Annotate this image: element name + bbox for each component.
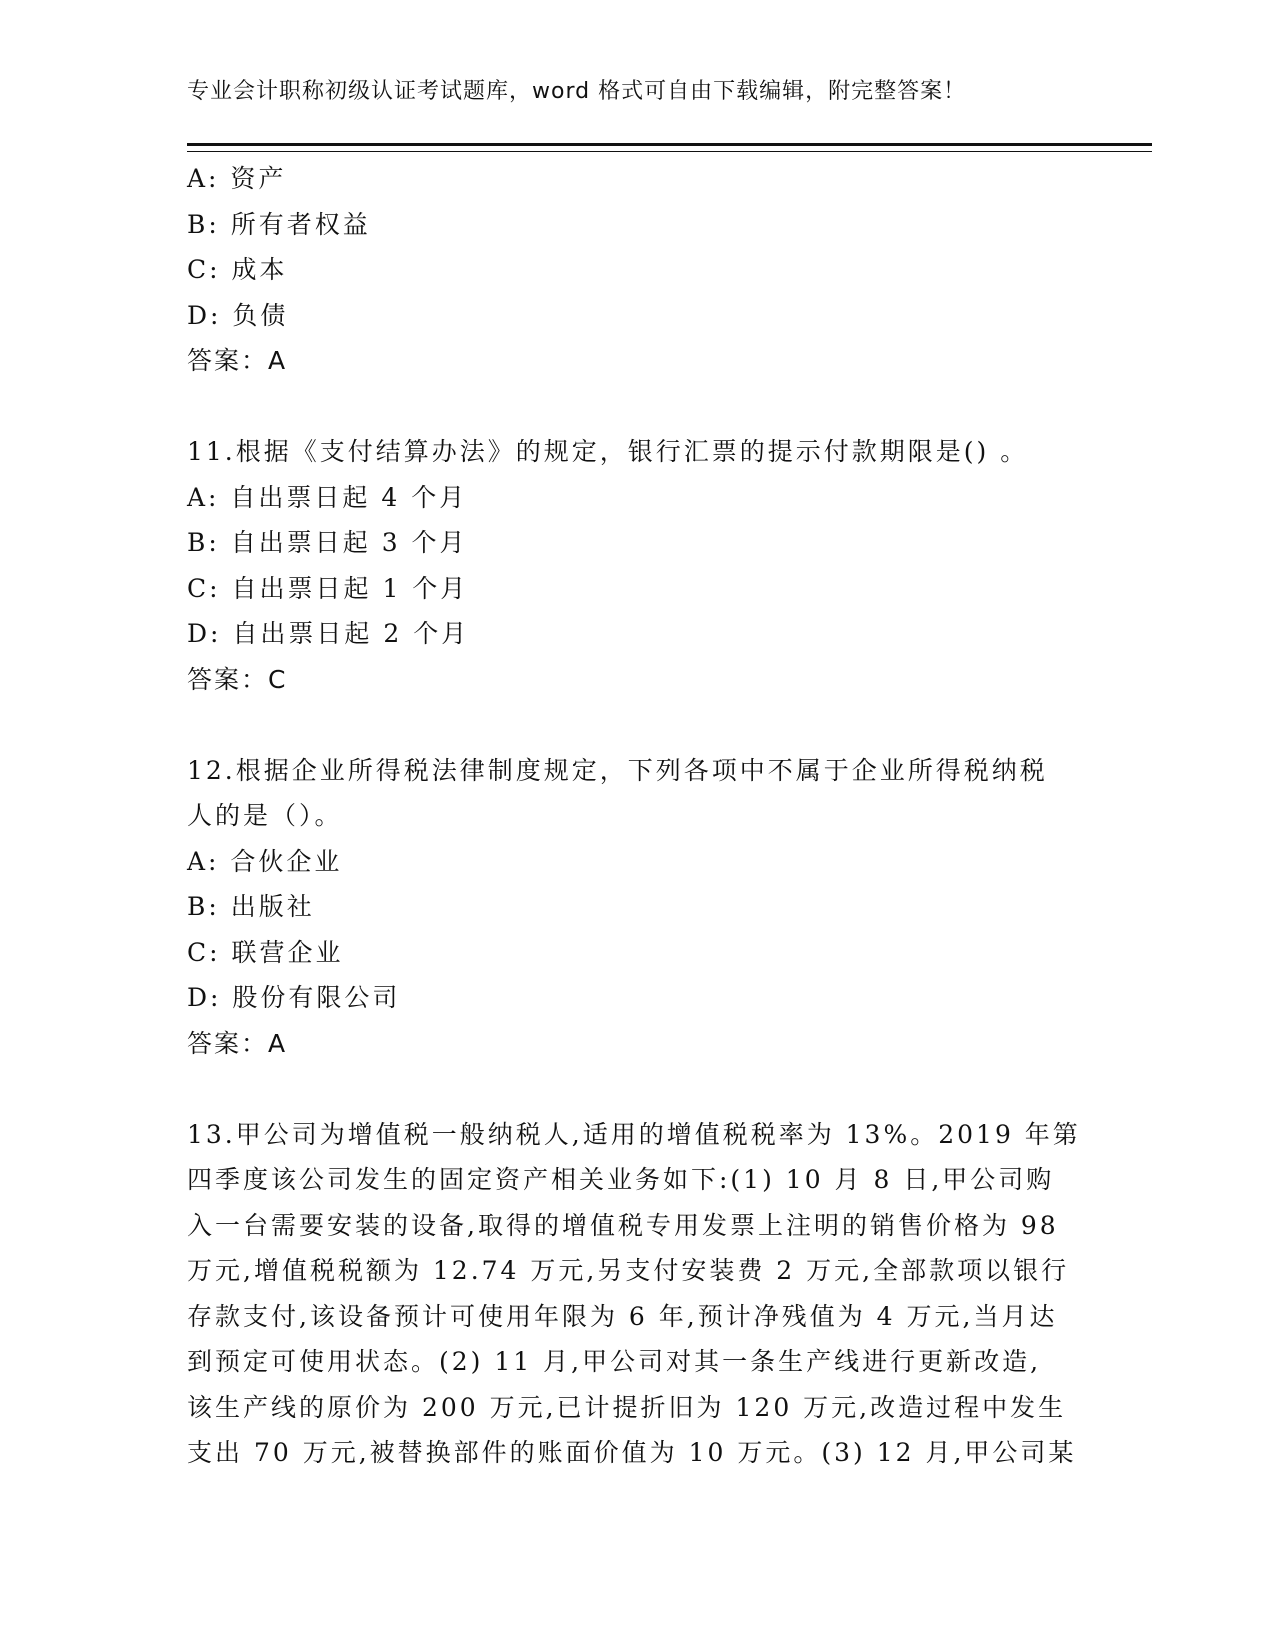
option-a: A: 自出票日起 4 个月 — [187, 482, 468, 512]
option-c: C: 联营企业 — [187, 937, 344, 967]
question-12 — [187, 748, 1127, 1067]
question-text-continued: 万元,增值税税额为 12.74 万元,另支付安装费 2 万元,全部款项以银行 — [187, 1256, 1070, 1285]
question-text-continued: 支出 70 万元,被替换部件的账面价值为 10 万元。(3) 12 月,甲公司某 — [187, 1438, 1077, 1467]
question-text: 11.根据《支付结算办法》的规定，银行汇票的提示付款期限是() 。 — [187, 437, 1029, 466]
question-text-continued: 存款支付,该设备预计可使用年限为 6 年,预计净残值为 4 万元,当月达 — [187, 1301, 1058, 1331]
header-divider — [187, 143, 1152, 152]
answer-line: 答案：A — [187, 346, 288, 375]
answer-line: 答案：C — [187, 664, 288, 694]
question-text-continued: 四季度该公司发生的固定资产相关业务如下:(1) 10 月 8 日,甲公司购 — [187, 1165, 1055, 1194]
question-text: 12.根据企业所得税法律制度规定，下列各项中不属于企业所得税纳税 — [187, 755, 1048, 785]
option-a: A: 资产 — [187, 164, 287, 193]
option-c: C: 成本 — [187, 255, 288, 284]
option-d: D: 股份有限公司 — [187, 983, 401, 1012]
option-b: B: 出版社 — [187, 892, 315, 921]
question-text-continued: 该生产线的原价为 200 万元,已计提折旧为 120 万元,改造过程中发生 — [187, 1392, 1067, 1422]
document-body — [187, 156, 1127, 1476]
page-header: 专业会计职称初级认证考试题库，word 格式可自由下载编辑，附完整答案！ — [187, 79, 967, 104]
question-text-continued: 人的是（）。 — [187, 801, 343, 830]
option-c: C: 自出票日起 1 个月 — [187, 573, 469, 603]
question-13 — [187, 1112, 1127, 1476]
option-a: A: 合伙企业 — [187, 846, 343, 876]
option-d: D: 自出票日起 2 个月 — [187, 619, 470, 648]
option-b: B: 自出票日起 3 个月 — [187, 528, 468, 557]
question-prev-block — [187, 156, 1127, 384]
option-d: D: 负债 — [187, 300, 289, 330]
question-11 — [187, 429, 1127, 702]
option-b: B: 所有者权益 — [187, 209, 371, 239]
question-text-continued: 入一台需要安装的设备,取得的增值税专用发票上注明的销售价格为 98 — [187, 1210, 1059, 1240]
question-text-continued: 到预定可使用状态。(2) 11 月,甲公司对其一条生产线进行更新改造, — [187, 1347, 1042, 1376]
question-text: 13.甲公司为增值税一般纳税人,适用的增值税税率为 13%。2019 年第 — [187, 1119, 1081, 1149]
answer-line: 答案：A — [187, 1028, 288, 1058]
